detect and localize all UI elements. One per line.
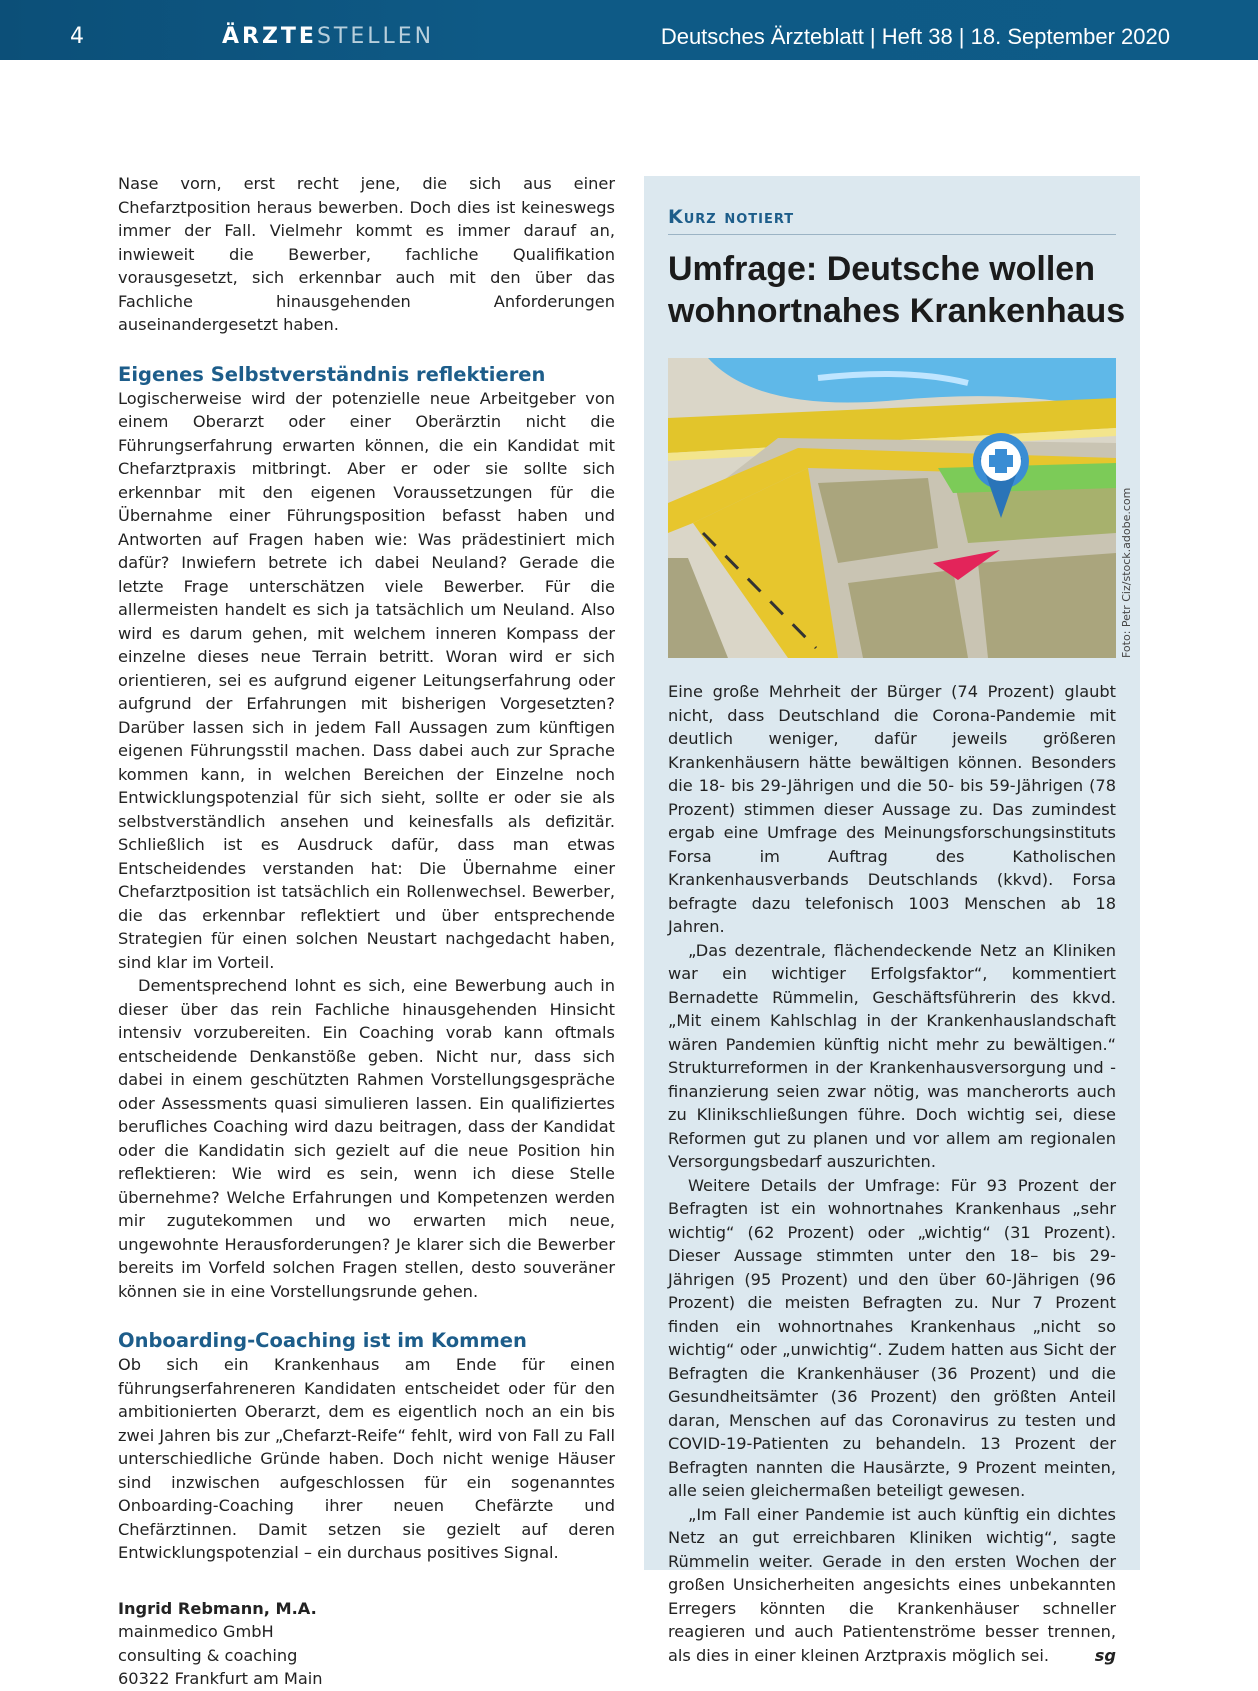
section-heading-selbstverstaendnis: Eigenes Selbstverständnis reflektieren (118, 362, 546, 386)
body-paragraph: Ob sich ein Krankenhaus am Ende für einen führungserfahreneren Kandidaten entscheidet oder für den ambitionierten Oberarzt, dem es eigentlich noch an ein bis zwei Jahren bis zur „Chefarzt-Reife“ fehlt, wird von Fall zu Fall unterschiedliche Gründe haben. Doch nicht wenige Häuser sind inzwischen aufgeschlossen für ein sogenanntes Onboarding-Coaching ihrer neuen Chefärzte und Chefärztinnen. Damit setzen sie gezielt auf deren Entwicklungspotenzial – ein durchaus positives Signal. (118, 1355, 616, 1562)
main-article-column (118, 172, 615, 1691)
sidebar-paragraph: Eine große Mehrheit der Bürger (74 Prozent) glaubt nicht, dass Deutschland die Corona-Pandemie mit deutlich weniger, dafür jeweils größeren Krankenhäusern hätte bewältigen können. Besonders die 18- bis 29-Jährigen und die 50- bis 59-Jährigen (78 Prozent) stimmen dieser Aussage zu. Das zumindest ergab eine Umfrage des Meinungsforschungsinstituts Forsa im Auftrag des Katholischen Krankenhausverbands Deutschlands (kkvd). Forsa befragte dazu telefonisch 1003 Menschen ab 18 Jahren. (668, 682, 1116, 936)
brand-logo-part2: STELLEN (316, 24, 435, 49)
brand-logo (222, 24, 434, 49)
page-header (0, 0, 1258, 60)
sidebar-body (668, 680, 1116, 1667)
author-initials: sg (1094, 1645, 1116, 1665)
body-paragraph: Dementsprechend lohnt es sich, eine Bewerbung auch in dieser über das rein Fachliche hinausgehenden Hinsicht intensiv vorzubereiten. Ein Coaching vorab kann oftmals entscheidende Denkanstöße geben. Nicht nur, dass sich dabei in einem geschützten Rahmen Vorstellungsgespräche oder Assessments quasi simulieren lassen. Ein qualifiziertes berufliches Coaching wird dazu beitragen, dass der Kandidat oder die Kandidatin sich gezielt auf die neue Position hin reflektieren: Wie wird es sein, wenn ich diese Stelle übernehme? Welche Erfahrungen und Kompetenzen werden mir zugutekommen und wo erwarten mich neue, ungewohnte Herausforderungen? Je klarer sich die Bewerber bereits im Vorfeld solchen Fragen stellen, desto souveräner können sie in eine Vorstellungsrunde gehen. (118, 976, 615, 1301)
news-sidebar (644, 176, 1140, 1665)
map-illustration-svg (668, 358, 1116, 658)
map-illustration (668, 358, 1116, 658)
section-heading-onboarding: Onboarding-Coaching ist im Kommen (118, 1329, 527, 1352)
sidebar-paragraph: „Das dezentrale, flächendeckende Netz an Kliniken war ein wichtiger Erfolgsfaktor“, kommentiert Bernadette Rümmelin, Geschäftsführerin des kkvd. „Mit einem Kahlschlag in der Krankenhauslandschaft wären Pandemien künftig nicht mehr zu bewältigen.“ Strukturreformen in der Krankenhausversorgung und -finanzierung seien zwar nötig, was mancherorts auch zu Klinikschließungen führe. Doch wichtig sei, diese Reformen gut zu planen und vor allem am regionalen Versorgungsbedarf auszurichten. (668, 940, 1116, 1171)
body-paragraph: Logischerweise wird der potenzielle neue Arbeitgeber von einem Oberarzt oder einer Oberärztin nicht die Führungserfahrung erwarten können, die ein Kandidat mit Chefarztpraxis mitbringt. Aber er oder sie sollte sich erkennbar mit den eigenen Voraussetzungen für die Übernahme einer Führungsposition befasst haben und Antworten auf Fragen haben wie: Was prädestiniert mich dafür? Inwiefern betrete ich dabei Neuland? Gerade die letzte Frage unterschätzen viele Bewerber. Für die allermeisten handelt es sich ja tatsächlich um Neuland. Also wird es darum gehen, mit welchem inneren Kompass der einzelne dieses neue Terrain betritt. Woran wird er sich orientieren, sei es aufgrund eigener Leitungserfahrung oder aufgrund der Erfahrungen mit bisherigen Vorgesetzten? Darüber lassen sich in jedem Fall Aussagen zum künftigen eigenen Führungsstil machen. Dass dabei auch zur Sprache kommen kann, in welchen Bereichen der Einzelne noch Entwicklungspotenzial für sich sieht, sollte er oder sie als selbstverständlich ansehen und keinesfalls als defizitär. Schließlich ist es Ausdruck dafür, dass man etwas Entscheidendes verstanden hat: Die Übernahme einer Chefarztposition ist tatsächlich ein Rollenwechsel. Bewerber, die das erkennbar reflektiert und über entsprechende Strategien für einen solchen Neustart nachgedacht haben, sind klar im Vorteil. (118, 388, 615, 972)
intro-paragraph: Nase vorn, erst recht jene, die sich aus einer Chefarztposition heraus bewerben. Doch dies ist keineswegs immer der Fall. Vielmehr kommt es immer darauf an, inwieweit die Bewerber, fachliche Qualifikation vorausgesetzt, sich erkennbar auch mit den über das Fachliche hinausgehenden Anforderungen auseinandergesetzt haben. (118, 174, 615, 334)
brand-logo-part1: ÄRZTE (222, 24, 317, 49)
author-company-line: consulting & coaching (118, 1645, 298, 1665)
journal-issue: Deutsches Ärzteblatt | Heft 38 | 18. September 2020 (660, 24, 1170, 49)
sidebar-kicker: Kurz notiert (668, 206, 1116, 235)
sidebar-paragraph (668, 1503, 1116, 1668)
photo-credit: Foto: Petr Ciz/stock.adobe.com (1120, 487, 1133, 658)
author-signature (118, 1597, 615, 1691)
author-name: Ingrid Rebmann, M.A. (118, 1598, 317, 1618)
page-number: 4 (70, 24, 84, 49)
sidebar-paragraph-text: „Im Fall einer Pandemie ist auch künftig ein dichtes Netz an gut erreichbaren Kliniken wichtig“, sagte Rümmelin weiter. Gerade in den ersten Wochen der großen Unsicherheiten angesichts eines unbekannten Erregers könnten die Krankenhäuser schneller reagieren und auch Patientenströme besser trennen, als dies in einer kleinen Arztpraxis möglich sei. (668, 1504, 1116, 1665)
sidebar-headline: Umfrage: Deutsche wollen wohnortnahes Krankenhaus (668, 250, 1126, 330)
author-company: mainmedico GmbH (118, 1622, 274, 1641)
author-address: 60322 Frankfurt am Main (118, 1669, 323, 1688)
sidebar-paragraph: Weitere Details der Umfrage: Für 93 Prozent der Befragten ist ein wohnortnahes Krankenhaus „sehr wichtig“ (62 Prozent) oder „wichtig“ (31 Prozent). Dieser Aussage stimmten unter den 18– bis 29-Jährigen (95 Prozent) und den über 60-Jährigen (96 Prozent) die meisten Befragten zu. Nur 7 Prozent finden ein wohnortnahes Krankenhaus „nicht so wichtig“ oder „unwichtig“. Zudem hatten aus Sicht der Befragten die Krankenhäuser (36 Prozent) und die Gesundheitsämter (36 Prozent) den größten Anteil daran, Menschen auf das Coronavirus zu testen und COVID-19-Patienten zu behandeln. 13 Prozent der Befragten nannten die Hausärzte, 9 Prozent meinten, alle seien gleichermaßen beteiligt gewesen. (668, 1175, 1116, 1500)
